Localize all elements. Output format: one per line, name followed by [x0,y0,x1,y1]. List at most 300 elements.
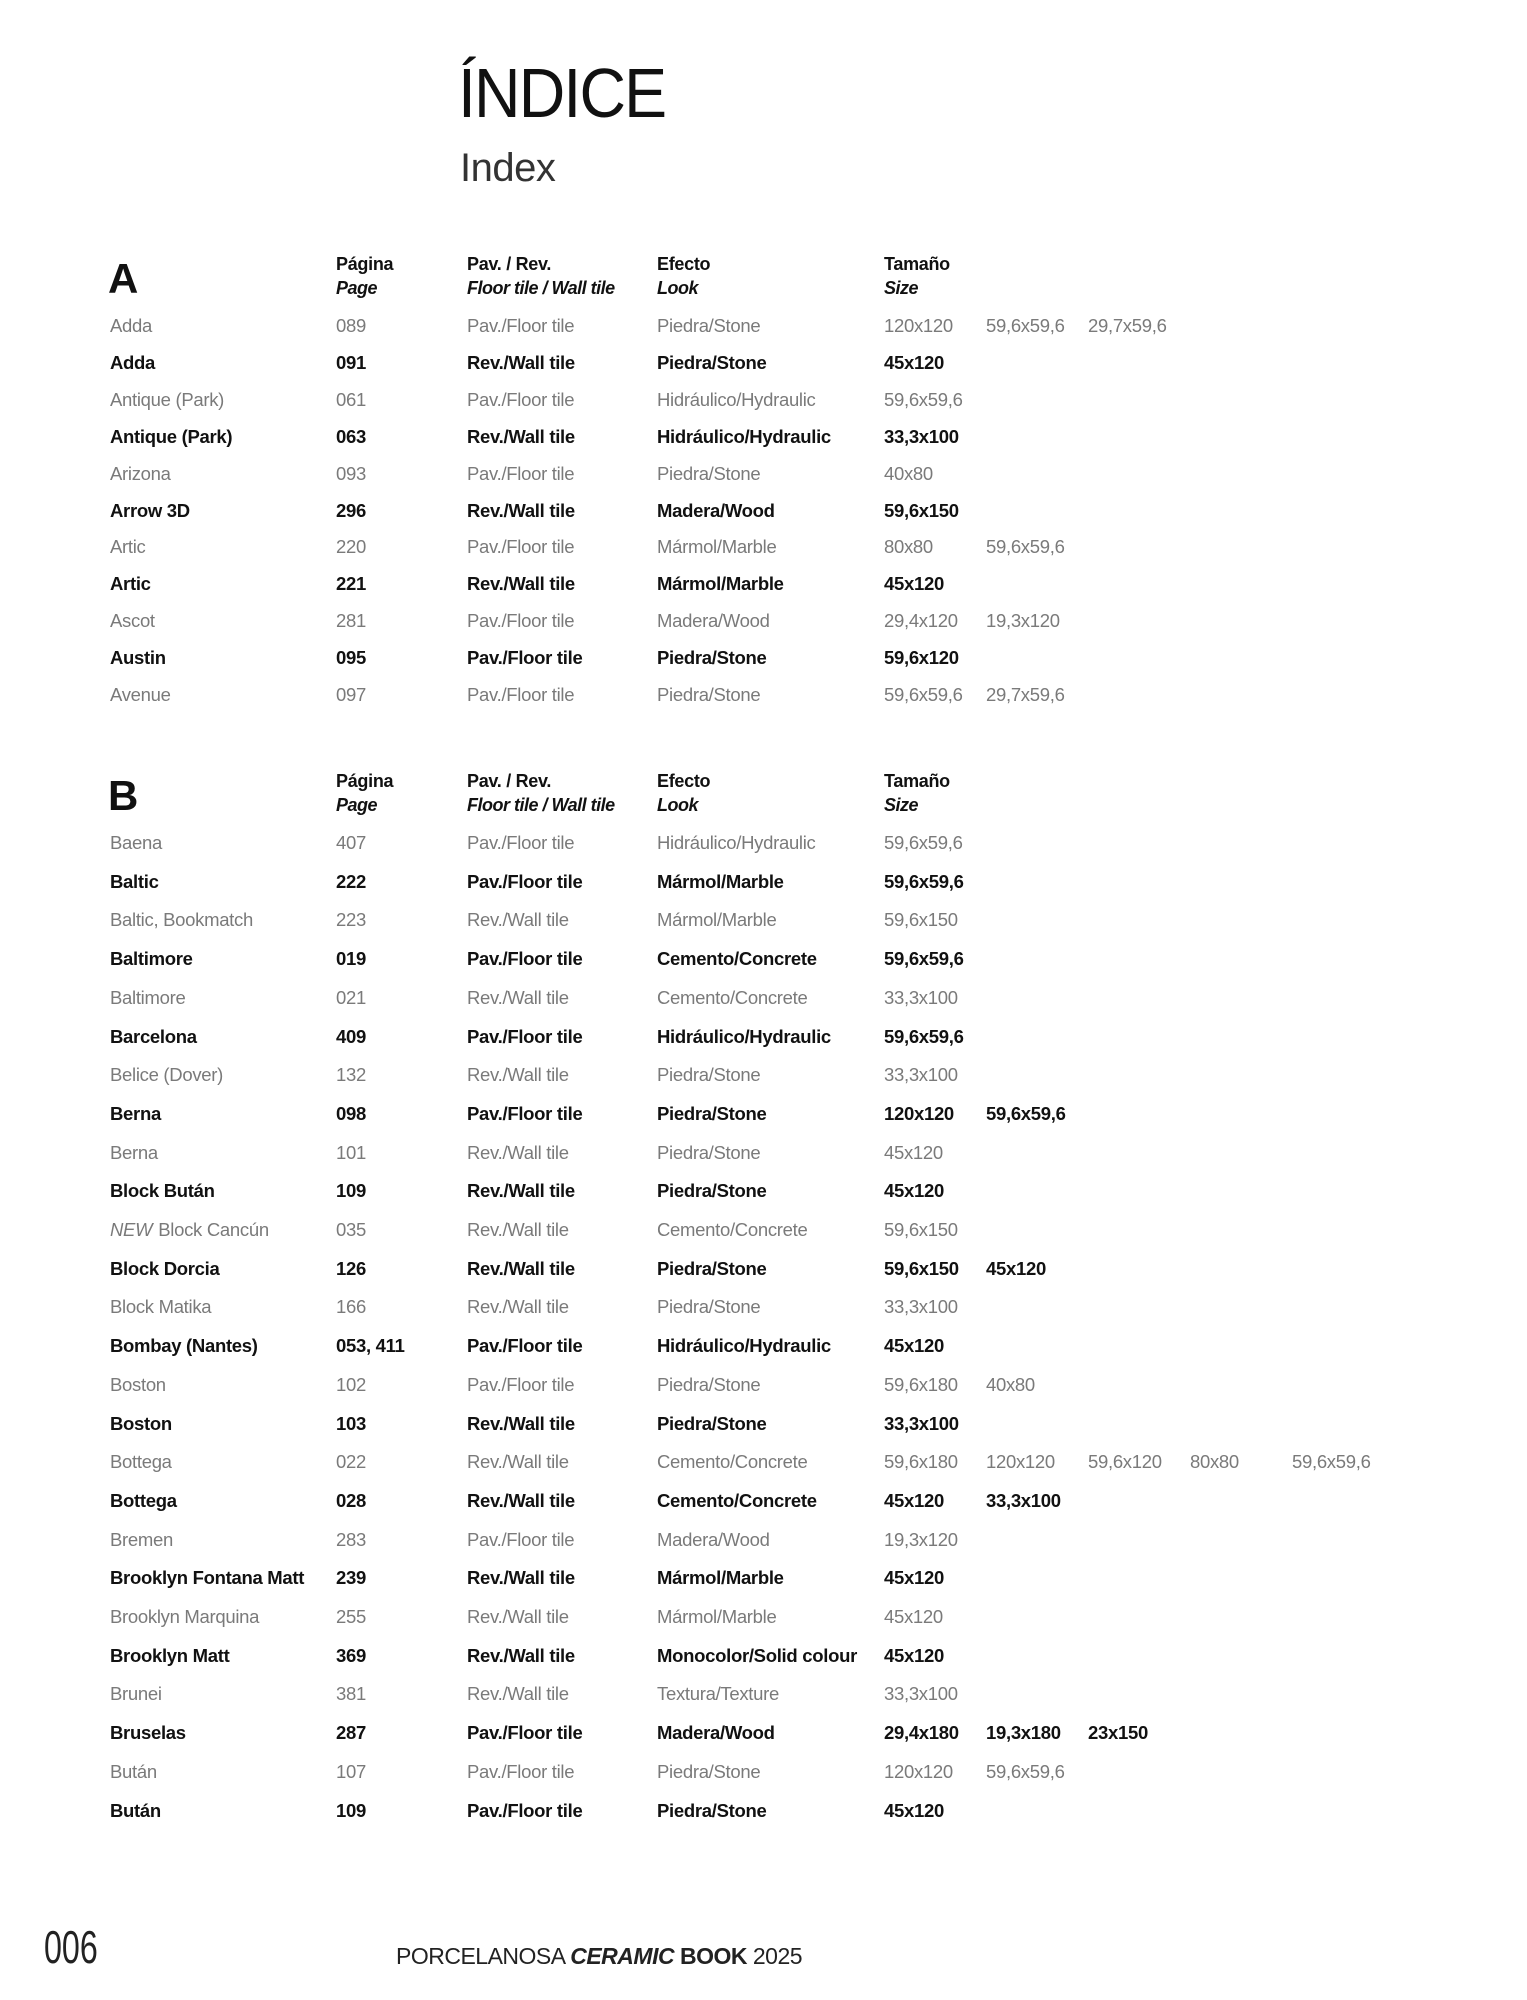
series-name-text: Barcelona [110,1025,197,1047]
index-row [0,496,1527,526]
tile-type: Rev./Wall tile [467,986,569,1008]
series-name [110,496,190,526]
brand-book: BOOK [679,1943,747,1969]
look-effect: Hidráulico/Hydraulic [657,388,816,410]
series-name-text: Bottega [110,1451,172,1473]
series-name [110,385,224,415]
series-name-text: Adda [110,351,156,373]
tile-size: 45x120 [884,351,944,373]
tile-size: 59,6x150 [884,1219,958,1240]
column-header-page-en: Page [336,795,378,815]
tile-size: 29,4x180 [884,1722,959,1744]
series-name [110,311,152,341]
tile-type: Rev./Wall tile [467,1644,575,1666]
tile-size: 29,7x59,6 [986,684,1065,705]
look-effect: Mármol/Marble [657,536,777,558]
series-name [110,1099,161,1129]
tile-type: Rev./Wall tile [467,1412,575,1434]
look-effect: Piedra/Stone [657,1141,761,1163]
tile-type: Pav./Floor tile [467,1528,575,1550]
series-name [110,1718,186,1748]
tile-type: Pav./Floor tile [467,1799,583,1821]
look-effect: Piedra/Stone [657,1799,767,1821]
index-row [0,1525,1527,1555]
index-row [0,1060,1527,1090]
tile-type: Pav./Floor tile [467,948,583,970]
index-row [0,1215,1527,1245]
tile-size: 45x120 [884,1567,944,1589]
look-effect: Mármol/Marble [657,573,784,595]
tile-type: Rev./Wall tile [467,1606,569,1627]
tile-size: 80x80 [884,536,933,558]
series-name-text: Brooklyn Matt [110,1644,230,1666]
column-header-page-en: Page [336,278,378,298]
column-header-look-es: Efecto [657,254,711,274]
tile-size: 59,6x120 [884,647,959,669]
series-name [110,1409,172,1439]
index-row [0,1292,1527,1322]
tile-size: 45x120 [884,1799,944,1821]
look-effect: Cemento/Concrete [657,1451,808,1473]
page-ref: 223 [336,909,366,931]
page-ref: 019 [336,948,366,970]
series-name [110,348,155,378]
tile-size: 59,6x59,6 [884,870,964,892]
series-name-text: Artic [110,536,146,558]
tile-size: 59,6x59,6 [884,832,963,853]
look-effect: Piedra/Stone [657,1760,761,1782]
index-row [0,828,1527,858]
page-ref: 035 [336,1219,366,1240]
column-header-size-en: Size [884,795,919,815]
page-ref: 028 [336,1489,366,1511]
series-name-text: Bután [110,1799,161,1821]
series-name [110,1757,157,1787]
index-row [0,311,1527,341]
tile-size: 29,4x120 [884,610,958,632]
look-effect: Cemento/Concrete [657,948,817,970]
series-name [110,532,146,562]
series-name-text: Bután [110,1760,157,1782]
look-effect: Piedra/Stone [657,1412,767,1434]
tile-type: Rev./Wall tile [467,573,575,595]
page-ref: 089 [336,315,366,336]
tile-size: 59,6x59,6 [884,948,964,970]
look-effect: Mármol/Marble [657,870,784,892]
index-row [0,569,1527,599]
series-name-text: Ascot [110,610,155,632]
page-ref: 283 [336,1528,366,1550]
tile-size: 33,3x100 [884,1412,959,1434]
series-name-text: Antique (Park) [110,388,225,410]
tile-type: Pav./Floor tile [467,647,583,669]
tile-type: Rev./Wall tile [467,1451,569,1473]
tile-type: Rev./Wall tile [467,351,575,373]
series-name [110,459,171,489]
tile-size: 45x120 [884,1335,944,1357]
tile-type: Rev./Wall tile [467,909,569,931]
index-row [0,1370,1527,1400]
page-ref: 098 [336,1102,366,1124]
footer-brand [396,1945,802,1968]
section-letter: B [108,772,139,819]
tile-type: Rev./Wall tile [467,1219,569,1240]
look-effect: Cemento/Concrete [657,1219,808,1240]
tile-type: Pav./Floor tile [467,832,575,853]
index-row [0,1641,1527,1671]
series-name-text: Block Dorcia [110,1257,220,1279]
page-title: ÍNDICE [458,54,666,132]
page-number: 006 [44,1921,98,1973]
tile-type: Rev./Wall tile [467,499,575,521]
look-effect: Monocolor/Solid colour [657,1644,857,1666]
series-name-text: Adda [110,315,153,336]
series-name [110,1447,172,1477]
look-effect: Mármol/Marble [657,909,777,931]
series-name-text: Artic [110,573,151,595]
tile-size: 59,6x59,6 [884,684,963,705]
series-name [110,1602,259,1632]
series-name [110,983,185,1013]
tile-size: 59,6x150 [884,909,958,931]
look-effect: Piedra/Stone [657,1296,761,1318]
tile-size: 33,3x100 [884,1296,958,1318]
look-effect: Hidráulico/Hydraulic [657,832,816,853]
tile-type: Pav./Floor tile [467,684,575,705]
tile-size: 19,3x180 [986,1722,1061,1744]
look-effect: Piedra/Stone [657,351,767,373]
tile-size: 59,6x150 [884,1257,959,1279]
series-name [110,944,193,974]
tile-size: 33,3x100 [884,986,958,1008]
page-ref: 093 [336,462,366,484]
look-effect: Piedra/Stone [657,462,761,484]
series-name-text: Antique (Park) [110,425,233,447]
index-row [0,606,1527,636]
look-effect: Cemento/Concrete [657,986,808,1008]
series-name-text: Block Matika [110,1296,212,1318]
series-name [110,422,232,452]
page-ref: 287 [336,1722,366,1744]
tile-type: Pav./Floor tile [467,610,575,632]
look-effect: Hidráulico/Hydraulic [657,1025,831,1047]
look-effect: Madera/Wood [657,1722,775,1744]
tile-size: 29,7x59,6 [1088,315,1167,336]
tile-size: 59,6x59,6 [884,388,963,410]
page-ref: 369 [336,1644,366,1666]
page-ref: 239 [336,1567,366,1589]
tile-size: 59,6x120 [1088,1451,1162,1473]
tile-size: 45x120 [884,1141,943,1163]
tile-type: Pav./Floor tile [467,870,583,892]
look-effect: Piedra/Stone [657,1373,761,1395]
tile-type: Rev./Wall tile [467,1567,575,1589]
series-name-text: Bottega [110,1489,177,1511]
look-effect: Piedra/Stone [657,1180,767,1202]
look-effect: Mármol/Marble [657,1567,784,1589]
series-name [110,569,151,599]
column-header-look [657,769,710,817]
series-name [110,1796,161,1826]
index-row [0,1176,1527,1206]
page-ref: 109 [336,1799,366,1821]
index-row [0,643,1527,673]
tile-size: 120x120 [884,315,953,336]
page-ref: 022 [336,1451,366,1473]
series-name-text: Arizona [110,462,171,484]
tile-type: Rev./Wall tile [467,1141,569,1163]
column-header-size [884,769,950,817]
series-name-text: Bremen [110,1528,173,1550]
tile-type: Rev./Wall tile [467,1683,569,1705]
index-row [0,1138,1527,1168]
look-effect: Madera/Wood [657,610,770,632]
column-header-page-es: Página [336,254,394,274]
column-header-look [657,252,710,300]
page-ref: 109 [336,1180,366,1202]
index-row [0,1022,1527,1052]
index-row [0,905,1527,935]
page-ref: 126 [336,1257,366,1279]
series-name [110,1022,197,1052]
index-row [0,1486,1527,1516]
index-row [0,459,1527,489]
column-header-page-es: Página [336,771,394,791]
series-name-text: Baltimore [110,948,193,970]
index-row [0,1409,1527,1439]
index-row [0,1254,1527,1284]
tile-size: 59,6x59,6 [986,536,1065,558]
tile-size: 45x120 [986,1257,1046,1279]
series-name [110,1563,304,1593]
column-header-page [336,252,393,300]
series-name [110,606,155,636]
tile-size: 59,6x59,6 [884,1025,964,1047]
tile-type: Rev./Wall tile [467,1180,575,1202]
page-ref: 407 [336,832,366,853]
series-name [110,680,171,710]
look-effect: Piedra/Stone [657,315,761,336]
index-row [0,1447,1527,1477]
tile-size: 59,6x180 [884,1451,958,1473]
tile-type: Pav./Floor tile [467,1102,583,1124]
look-effect: Hidráulico/Hydraulic [657,1335,831,1357]
tile-type: Pav./Floor tile [467,1760,575,1782]
series-name-text: Arrow 3D [110,499,190,521]
tile-size: 120x120 [986,1451,1055,1473]
series-name-text: Berna [110,1102,161,1124]
series-name-text: Brooklyn Fontana Matt [110,1567,305,1589]
column-header-size-en: Size [884,278,919,298]
series-name [110,1641,229,1671]
index-row [0,1099,1527,1129]
look-effect: Piedra/Stone [657,647,767,669]
look-effect: Piedra/Stone [657,1257,767,1279]
look-effect: Hidráulico/Hydraulic [657,425,831,447]
page-ref: 103 [336,1412,366,1434]
series-name [110,643,166,673]
index-row [0,1718,1527,1748]
series-name-text: Bombay (Nantes) [110,1335,258,1357]
series-name [110,1254,220,1284]
series-name [110,1215,269,1245]
brand-year: 2025 [752,1943,803,1969]
tile-size: 59,6x150 [884,499,959,521]
series-name-text: Berna [110,1141,158,1163]
index-row [0,532,1527,562]
series-name-text: Bruselas [110,1722,186,1744]
series-name-text: Baltimore [110,986,186,1008]
series-name [110,1176,215,1206]
look-effect: Piedra/Stone [657,1064,761,1086]
column-header-type [467,252,615,300]
series-name-text: Brunei [110,1683,162,1705]
column-header-type-es: Pav. / Rev. [467,771,552,791]
series-name [110,1138,158,1168]
page-ref: 296 [336,499,366,521]
tile-size: 45x120 [884,1644,944,1666]
page-ref: 281 [336,610,366,632]
tile-size: 120x120 [884,1102,954,1124]
page-ref: 166 [336,1296,366,1318]
tile-size: 59,6x59,6 [1292,1451,1371,1473]
tile-type: Pav./Floor tile [467,1373,575,1395]
tile-size: 45x120 [884,1489,944,1511]
page-ref: 409 [336,1025,366,1047]
page-ref: 097 [336,684,366,705]
look-effect: Piedra/Stone [657,684,761,705]
tile-size: 33,3x100 [986,1489,1061,1511]
series-name-text: Baena [110,832,162,853]
index-row [0,385,1527,415]
tile-size: 80x80 [1190,1451,1239,1473]
tile-size: 40x80 [884,462,933,484]
tile-size: 59,6x59,6 [986,315,1065,336]
tile-type: Rev./Wall tile [467,1489,575,1511]
tile-size: 45x120 [884,1180,944,1202]
column-header-type [467,769,615,817]
tile-size: 59,6x59,6 [986,1760,1065,1782]
series-name [110,1679,162,1709]
page-ref: 221 [336,573,366,595]
tile-size: 33,3x100 [884,425,959,447]
index-row [0,348,1527,378]
page-ref: 061 [336,388,366,410]
series-name [110,1525,173,1555]
column-header-type-en: Floor tile / Wall tile [467,278,615,298]
tile-type: Pav./Floor tile [467,1025,583,1047]
tile-size: 45x120 [884,1606,943,1627]
series-name [110,905,253,935]
column-header-look-en: Look [657,278,698,298]
look-effect: Mármol/Marble [657,1606,777,1627]
series-name-text: Brooklyn Marquina [110,1606,260,1627]
tile-size: 120x120 [884,1760,953,1782]
page-ref: 053, 411 [336,1335,405,1357]
series-name [110,1060,223,1090]
index-row [0,983,1527,1013]
page-subtitle: Index [460,146,556,190]
look-effect: Madera/Wood [657,1528,770,1550]
new-badge: NEW [110,1219,153,1240]
index-row [0,680,1527,710]
column-header-size-es: Tamaño [884,254,950,274]
page-ref: 107 [336,1760,366,1782]
page-ref: 102 [336,1373,366,1395]
series-name-text: Baltic [110,870,159,892]
index-row [0,422,1527,452]
index-row [0,1757,1527,1787]
page-ref: 095 [336,647,366,669]
series-name [110,1370,166,1400]
tile-type: Pav./Floor tile [467,388,575,410]
look-effect: Piedra/Stone [657,1102,767,1124]
tile-type: Pav./Floor tile [467,315,575,336]
tile-type: Pav./Floor tile [467,536,575,558]
column-header-look-en: Look [657,795,698,815]
index-row [0,944,1527,974]
page-ref: 101 [336,1141,366,1163]
tile-size: 33,3x100 [884,1064,958,1086]
tile-size: 59,6x180 [884,1373,958,1395]
series-name-text: Block Cancún [158,1219,269,1240]
tile-size: 59,6x59,6 [986,1102,1066,1124]
index-row [0,1796,1527,1826]
tile-type: Pav./Floor tile [467,1335,583,1357]
section-letter: A [108,255,139,302]
page-ref: 255 [336,1606,366,1627]
series-name [110,1331,258,1361]
series-name-text: Boston [110,1373,166,1395]
index-row [0,1679,1527,1709]
series-name [110,867,159,897]
page-ref: 222 [336,870,366,892]
column-header-look-es: Efecto [657,771,711,791]
series-name [110,1486,177,1516]
brand-name: PORCELANOSA [396,1943,565,1969]
look-effect: Madera/Wood [657,499,775,521]
look-effect: Cemento/Concrete [657,1489,817,1511]
tile-size: 23x150 [1088,1722,1148,1744]
series-name-text: Austin [110,647,166,669]
tile-size: 45x120 [884,573,944,595]
tile-type: Pav./Floor tile [467,1722,583,1744]
page-ref: 220 [336,536,366,558]
column-header-page [336,769,393,817]
tile-type: Rev./Wall tile [467,425,575,447]
column-header-type-en: Floor tile / Wall tile [467,795,615,815]
tile-type: Rev./Wall tile [467,1064,569,1086]
series-name-text: Avenue [110,684,171,705]
page-ref: 021 [336,986,366,1008]
index-row [0,1331,1527,1361]
look-effect: Textura/Texture [657,1683,779,1705]
column-header-type-es: Pav. / Rev. [467,254,552,274]
page-ref: 091 [336,351,366,373]
series-name-text: Baltic, Bookmatch [110,909,253,931]
series-name-text: Block Bután [110,1180,215,1202]
tile-size: 33,3x100 [884,1683,958,1705]
series-name [110,1292,211,1322]
series-name [110,828,162,858]
page-ref: 063 [336,425,366,447]
tile-size: 19,3x120 [884,1528,958,1550]
brand-ceramic: CERAMIC [570,1943,675,1969]
tile-size: 40x80 [986,1373,1035,1395]
series-name-text: Belice (Dover) [110,1064,223,1086]
page-ref: 132 [336,1064,366,1086]
column-header-size-es: Tamaño [884,771,950,791]
